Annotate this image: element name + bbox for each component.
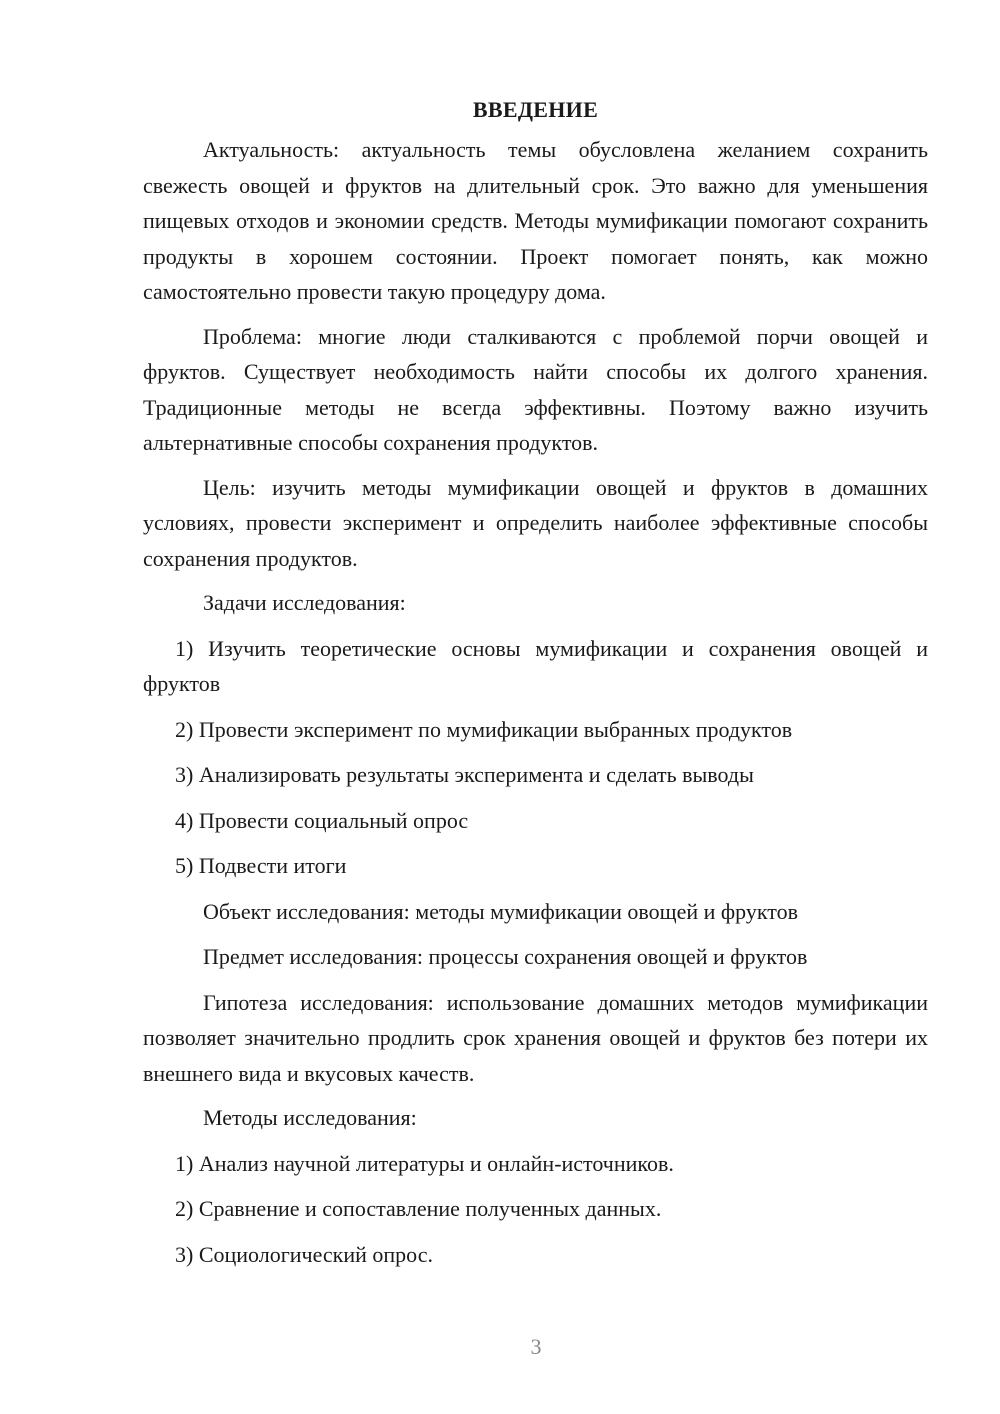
methods-heading: Методы исследования: [203,1105,417,1130]
method-item: 2) Сравнение и сопоставление полученных данных. [175,1196,662,1221]
method-item: 1) Анализ научной литературы и онлайн-источников. [175,1150,674,1176]
task-item: 3) Анализировать результаты эксперимента и сделать выводы [175,762,754,787]
tasks-heading: Задачи исследования: [203,590,406,615]
hypothesis-paragraph: Гипотеза исследования: использование домашних методов мумификации позволяет значительно продлить срок хранения овощей и фруктов без потери их внешнего вида и вкусовых качеств. [143,989,928,1086]
goal-paragraph: Цель: изучить методы мумификации овощей и фруктов в домашних условиях, провести эксперимент и определить наиболее эффективные способы сохранения продуктов. [143,474,928,571]
task-item: 5) Подвести итоги [175,853,347,878]
task-item: 1) Изучить теоретические основы мумификации и сохранения овощей и фруктов [143,635,928,696]
relevance-paragraph: Актуальность: актуальность темы обусловлена желанием сохранить свежесть овощей и фруктов на длительный срок. Это важно для уменьшения пищевых отходов и экономии средств. Методы мумификации помогают сохранить продукты в хорошем состоянии. Проект помогает понять, как можно самостоятельно провести такую процедуру дома. [143,137,928,304]
object-line: Объект исследования: методы мумификации овощей и фруктов [203,898,798,924]
subject-line: Предмет исследования: процессы сохранения овощей и фруктов [203,944,808,969]
problem-paragraph: Проблема: многие люди сталкиваются с проблемой порчи овощей и фруктов. Существует необходимость найти способы их долгого хранения. Традиционные методы не всегда эффективны. Поэтому важно изучить альтернативные способы сохранения продуктов. [143,323,928,455]
page-number: 3 [530,1334,542,1359]
method-item: 3) Социологический опрос. [175,1241,433,1267]
section-heading: ВВЕДЕНИЕ [472,97,599,122]
task-item: 4) Провести социальный опрос [175,807,469,833]
task-item: 2) Провести эксперимент по мумификации выбранных продуктов [175,716,793,742]
document-page [143,88,928,1282]
